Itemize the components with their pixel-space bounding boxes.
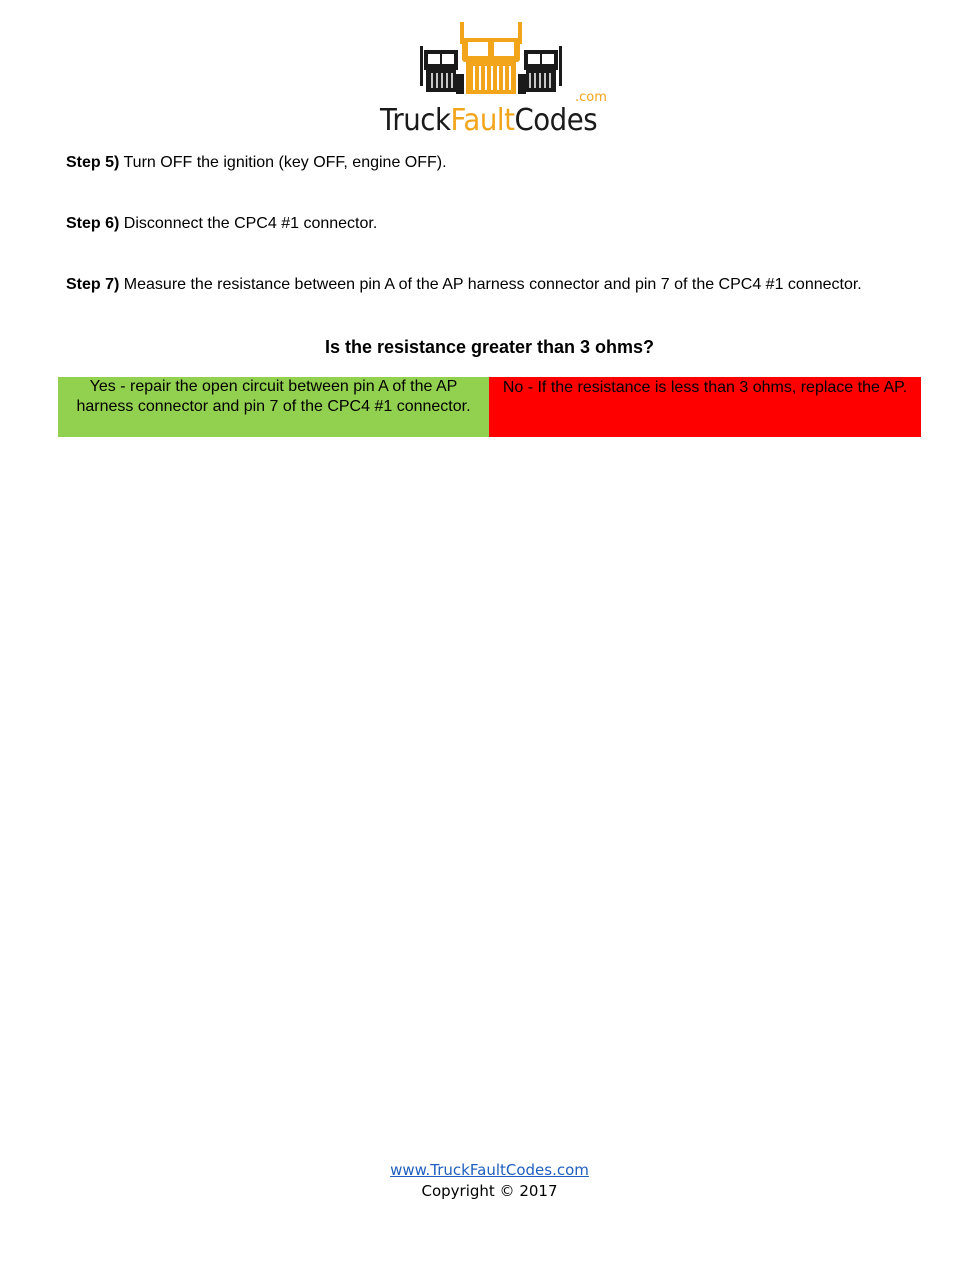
- step-label: Step 5): [66, 154, 120, 171]
- step-text: Measure the resistance between pin A of the AP harness connector and pin 7 of the CPC4 #1 connector.: [119, 276, 862, 293]
- logo-wordmark: [380, 103, 598, 138]
- logo-word-codes: Codes: [514, 103, 598, 138]
- answer-yes-cell: Yes - repair the open circuit between pin A of the AP harness connector and pin 7 of the CPC4 #1 connector.: [58, 377, 489, 437]
- truck-front-icon: [416, 20, 566, 100]
- step-text: Disconnect the CPC4 #1 connector.: [119, 215, 378, 232]
- site-logo: [378, 20, 607, 138]
- logo-word-fault: Fault: [450, 103, 515, 138]
- footer: [0, 1160, 979, 1202]
- logo-word-truck: Truck: [380, 103, 451, 138]
- answer-table: [58, 377, 921, 437]
- answer-no-cell: No - If the resistance is less than 3 ohms, replace the AP.: [489, 377, 921, 437]
- step-6: [66, 214, 886, 234]
- copyright-text: Copyright © 2017: [421, 1182, 558, 1200]
- step-label: Step 6): [66, 215, 120, 232]
- step-7: [66, 275, 886, 295]
- step-text: Turn OFF the ignition (key OFF, engine OFF).: [119, 154, 447, 171]
- step-label: Step 7): [66, 276, 120, 293]
- website-link[interactable]: www.TruckFaultCodes.com: [390, 1161, 589, 1179]
- logo-dotcom: .com: [575, 90, 607, 105]
- step-5: [66, 153, 886, 173]
- question-heading: Is the resistance greater than 3 ohms?: [324, 337, 655, 357]
